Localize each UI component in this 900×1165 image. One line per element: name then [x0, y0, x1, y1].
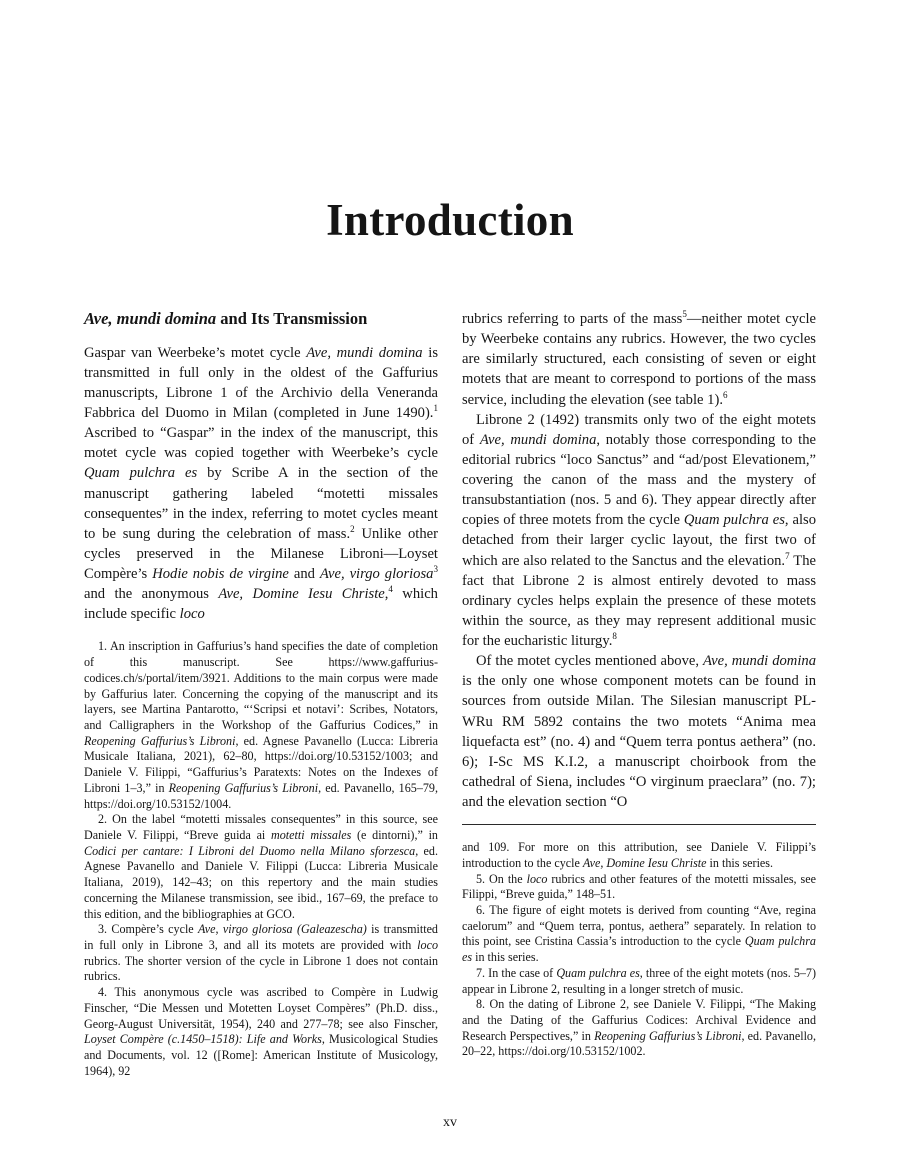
- left-body-text: [84, 343, 438, 625]
- footnote-separator-rule: [462, 824, 816, 825]
- body-paragraph: Gaspar van Weerbeke’s motet cycle Ave, mundi domina is transmitted in full only in the oldest of the Gaffurius manuscripts, Librone 1 of the Archivio della Veneranda Fabbrica del Duomo in Milan (completed in June 1490).$^1$ Ascribed to “Gaspar” in the index of the manuscript, this motet cycle was copied together with Weerbeke’s cycle Quam pulchra es by Scribe A in the section of the manuscript gathering labeled “motetti missales consequentes” in the index, referring to motet cycles meant to be sung during the celebration of mass.$^2$ Unlike other cycles preserved in the Milanese Libroni—Loyset Compère’s Hodie nobis de virgine and Ave, virgo gloriosa$^3$ and the anonymous Ave, Domine Iesu Christe,$^4$ which include specific loco: [84, 344, 439, 623]
- footnote-4: 4. This anonymous cycle was ascribed to Compère in Ludwig Finscher, “Die Messen und Motetten Loyset Compères” (Ph.D. diss., Georg-August Universität, 1954), 240 and 277–78; see also Finscher, Loyset Compère (c.1450–1518): Life and Works, Musicological Studies and Documents, vol. 12 ([Rome]: American Institute of Musicology, 1964), 92: [84, 985, 438, 1078]
- footnote-4-continuation: and 109. For more on this attribution, see Daniele V. Filippi’s introduction to the cycle Ave, Domine Iesu Christe in this series.: [462, 840, 816, 870]
- footnote-8: 8. On the dating of Librone 2, see Daniele V. Filippi, “The Making and the Dating of the Gaffurius Codices: Archival Evidence and Research Perspectives,” in Reopening Gaffurius’s Libroni, ed. Pavanello, 20–22, https://doi.org/10.53152/1002.: [462, 997, 816, 1059]
- body-paragraph: Librone 2 (1492) transmits only two of the eight motets of Ave, mundi domina, notably those corresponding to the editorial rubrics “loco Sanctus” and “ad/post Elevationem,” covering the canon of the mass and the mystery of transubstantiation (nos. 5 and 6). They appear directly after copies of three motets from the cycle Quam pulchra es, also detached from their larger cyclic layout, the first two of which are also related to the Sanctus and the elevation.$^7$ The fact that Librone 2 is almost entirely devoted to mass ordinary cycles helps explain the presence of these motets within the source, as they may represent additional music for the eucharistic liturgy.$^8$: [462, 411, 816, 649]
- right-column: [462, 309, 816, 1080]
- left-footnotes: [84, 639, 438, 1079]
- footnote-3: 3. Compère’s cycle Ave, virgo gloriosa (Galeazescha) is transmitted in full only in Librone 3, and all its motets are provided with loco rubrics. The shorter version of the cycle in Librone 1 does not contain rubrics.: [84, 922, 438, 984]
- body-paragraph: rubrics referring to parts of the mass$^5$—neither motet cycle by Weerbeke contains any rubrics. However, the two cycles are similarly structured, each consisting of seven or eight motets that are meant to correspond to portions of the mass service, including the elevation (see table 1).$^6$: [462, 309, 816, 408]
- footnote-5: 5. On the loco rubrics and other features of the motetti missales, see Filippi, “Breve guida,” 148–51.: [462, 871, 817, 902]
- footnote-2: 2. On the label “motetti missales consequentes” in this source, see Daniele V. Filippi, “Breve guida ai motetti missales (e dintorni),” in Codici per cantare: I Libroni del Duomo nella Milano sforzesca, ed. Agnese Pavanello and Daniele V. Filippi (Lucca: Libreria Musicale Italiana, 2019), 142–43; on this repertory and the main studies concerning the Milanese transmission, see ibid., 167–69, the preface to this edition, and the bibliographies at GCO.: [84, 812, 438, 921]
- footnote-6: 6. The figure of eight motets is derived from counting “Ave, regina caelorum” and “Quem terra, pontus, aethera” separately. In relation to this point, see Cristina Cassia’s introduction to the cycle Quam pulchra es in this series.: [462, 903, 816, 965]
- footnote-7: 7. In the case of Quam pulchra es, three of the eight motets (nos. 5–7) appear in Librone 2, resulting in a longer stretch of music.: [462, 965, 817, 996]
- page-number: xv: [443, 1115, 457, 1130]
- footnote-1: 1. An inscription in Gaffurius’s hand specifies the date of completion of this manuscript. See https://www.gaffurius-codices.ch/s/portal/item/3921. Additions to the main corpus were made by Gaffurius later. Concerning the copying of the manuscript and its layers, see Martina Pantarotto, “‘Scripsi et notavi’: Scribes, Notators, and Calligraphers in the Workshop of the Gaffurius Codices,” in Reopening Gaffurius’s Libroni, ed. Agnese Pavanello (Lucca: Libreria Musicale Italiana, 2021), 62–80, https://doi.org/10.53152/1003; and Daniele V. Filippi, “Gaffurius’s Paratexts: Notes on the Indexes of Libroni 1–3,” in Reopening Gaffurius’s Libroni, ed. Pavanello, 165–79, https://doi.org/10.53152/1004.: [84, 639, 438, 811]
- body-paragraph: Of the motet cycles mentioned above, Ave, mundi domina is the only one whose component motets can be found in sources from outside Milan. The Silesian manuscript PL-WRu RM 5892 contains the two motets “Anima mea liquefacta est” (no. 4) and “Quem terra pontus aethera” (no. 6); I-Sc MS K.I.2, a manuscript choirbook from the cathedral of Siena, includes “O virginum praeclara” (no. 7); and the elevation section “O: [462, 653, 816, 810]
- text-columns: [84, 309, 816, 1080]
- right-body-text: [462, 309, 816, 812]
- section-heading: Ave, mundi domina and Its Transmission: [84, 309, 368, 328]
- left-column: [84, 309, 438, 1080]
- right-footnotes: [462, 840, 816, 1060]
- chapter-title: Introduction: [326, 195, 574, 245]
